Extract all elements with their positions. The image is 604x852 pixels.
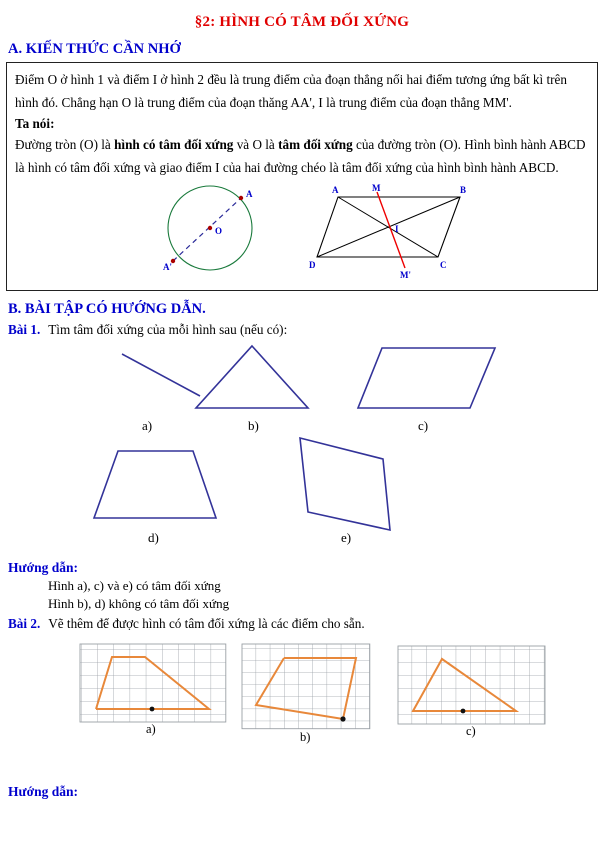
guide-1-line-2: Hình b), d) không có tâm đối xứng [48, 595, 230, 611]
grid-c-center-dot [461, 708, 466, 713]
grid-c [398, 646, 545, 724]
shape-c-parallelogram [358, 348, 495, 408]
theory-p2-pre: Đường tròn (O) là [15, 137, 115, 153]
label-o: O [215, 225, 223, 236]
exercise-1-line [8, 322, 604, 338]
caption-grid-b: b) [300, 729, 311, 744]
shape-e-parallelogram [300, 438, 390, 530]
caption-shape-d: d) [148, 529, 159, 545]
label-m-prime: M' [400, 269, 411, 280]
section-a-heading: A. KIẾN THỨC CẦN NHỚ [8, 41, 181, 57]
shape-b-triangle [196, 346, 308, 408]
label-i: I [395, 223, 399, 234]
circle-figure [155, 182, 275, 277]
caption-grid-c: c) [466, 723, 476, 738]
section-b-heading: B. BÀI TẬP CÓ HƯỚNG DẪN. [8, 300, 206, 317]
label-b: B [460, 184, 467, 195]
guide-2-heading: Hướng dẫn: [8, 783, 78, 799]
theory-box [6, 62, 598, 291]
point-a [239, 196, 243, 200]
grid-b [242, 644, 370, 729]
grid-a-center-dot [150, 706, 155, 711]
caption-shape-b: b) [248, 417, 259, 433]
parallelogram-figure [305, 182, 480, 282]
theory-figures-row [15, 182, 589, 282]
shape-d-trapezoid [94, 451, 216, 518]
diameter-dashed-line [173, 198, 241, 261]
exercise-1-label: Bài 1. [8, 321, 41, 337]
center-point-o [208, 226, 212, 230]
label-a-prime: A' [163, 261, 172, 272]
label-a: A [246, 188, 253, 199]
caption-shape-c: c) [418, 417, 429, 433]
bottom-spacer [0, 756, 604, 782]
exercise-2-grids [0, 636, 604, 756]
exercise-2-text: Vẽ thêm để được hình có tâm đối xứng là các điểm cho sẵn. [48, 615, 365, 631]
grid-b-center-dot [340, 716, 345, 721]
theory-p2-post: của đường tròn (O). Hình bình hành ABCD là hình có tâm đối xứng và giao điểm I của hai đường chéo là tâm đối xứng của hình bình hành ABCD. [15, 137, 586, 176]
guide-1-heading: Hướng dẫn: [8, 559, 78, 575]
shape-a-segment [122, 354, 200, 396]
ta-noi-label: Ta nói: [15, 116, 55, 132]
exercise-2-label: Bài 2. [8, 615, 41, 631]
caption-shape-e: e) [341, 529, 352, 545]
guide-1-line-1: Hình a), c) và e) có tâm đối xứng [48, 577, 221, 593]
theory-paragraph-2 [15, 134, 589, 179]
exercise-2-line [8, 616, 604, 632]
exercise-1-shapes [0, 338, 604, 558]
label-c: C [440, 259, 447, 270]
label-d: D [309, 259, 316, 270]
document-page [0, 8, 604, 852]
theory-paragraph-1: Điểm O ở hình 1 và điểm I ở hình 2 đều là trung điểm của đoạn thẳng nối hai điểm tương ứng bất kì trên hình đó. Chẳng hạn O là trung điểm của đoạn thăng AA', I là trung điểm của đoạn thẳng MM'. [15, 72, 567, 110]
grid-a [80, 644, 226, 722]
theory-p2-bold-2: tâm đối xứng [278, 137, 353, 153]
caption-shape-a: a) [142, 417, 153, 433]
exercise-1-text: Tìm tâm đối xứng của mỗi hình sau (nếu có): [48, 321, 288, 337]
page-title: §2: HÌNH CÓ TÂM ĐỐI XỨNG [194, 14, 410, 30]
label-a: A [332, 184, 339, 195]
caption-grid-a: a) [146, 721, 156, 736]
theory-p2-bold-1: hình có tâm đối xứng [114, 137, 234, 153]
diagonal-bd [317, 197, 460, 257]
grid-c-background [398, 646, 545, 724]
theory-p2-mid: và O là [233, 137, 279, 153]
label-m: M [372, 182, 381, 193]
